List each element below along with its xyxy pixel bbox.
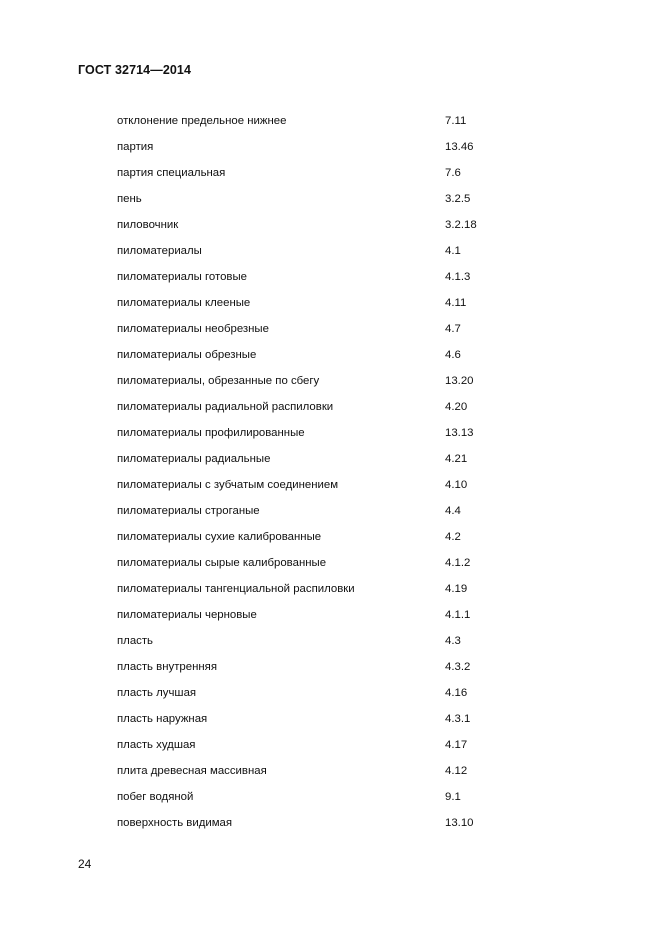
index-entry <box>0 296 661 322</box>
index-entry <box>0 348 661 374</box>
index-reference: 4.4 <box>445 505 461 517</box>
index-reference: 4.21 <box>445 453 468 465</box>
index-term: пласть <box>117 635 153 647</box>
index-term: пень <box>117 193 142 205</box>
index-reference: 4.2 <box>445 531 461 543</box>
index-entry <box>0 218 661 244</box>
index-term: пиломатериалы радиальной распиловки <box>117 401 334 413</box>
index-term: пиломатериалы сухие калиброванные <box>117 531 322 543</box>
index-reference: 4.1.1 <box>445 609 471 621</box>
index-term: пиломатериалы готовые <box>117 271 247 283</box>
index-entry <box>0 582 661 608</box>
index-reference: 4.16 <box>445 687 468 699</box>
index-term: поверхность видимая <box>117 817 233 829</box>
index-reference: 4.3.2 <box>445 661 471 673</box>
index-entry <box>0 712 661 738</box>
index-reference: 4.10 <box>445 479 468 491</box>
index-reference: 7.6 <box>445 167 461 179</box>
index-reference: 4.7 <box>445 323 461 335</box>
index-reference: 9.1 <box>445 791 461 803</box>
index-reference: 4.20 <box>445 401 468 413</box>
index-term: партия специальная <box>117 167 226 179</box>
index-reference: 13.20 <box>445 375 474 387</box>
index-entry <box>0 634 661 660</box>
index-reference: 13.10 <box>445 817 474 829</box>
index-entry <box>0 374 661 400</box>
index-term: пиломатериалы необрезные <box>117 323 269 335</box>
index-term: пиломатериалы обрезные <box>117 349 257 361</box>
index-term: пиломатериалы, обрезанные по сбегу <box>117 375 320 387</box>
index-entry <box>0 400 661 426</box>
index-reference: 13.46 <box>445 141 474 153</box>
index-reference: 4.17 <box>445 739 468 751</box>
index-reference: 3.2.18 <box>445 219 477 231</box>
index-entry <box>0 660 661 686</box>
index-term: пласть лучшая <box>117 687 197 699</box>
index-reference: 4.3 <box>445 635 461 647</box>
document-header: ГОСТ 32714—2014 <box>78 63 192 77</box>
index-entry <box>0 816 661 842</box>
index-term: побег водяной <box>117 791 194 803</box>
index-entry <box>0 478 661 504</box>
index-term: отклонение предельное нижнее <box>117 115 287 127</box>
index-term: пиломатериалы тангенциальной распиловки <box>117 583 355 595</box>
index-entry <box>0 686 661 712</box>
index-entry <box>0 738 661 764</box>
index-reference: 4.1 <box>445 245 461 257</box>
index-term: пласть наружная <box>117 713 208 725</box>
index-reference: 4.12 <box>445 765 468 777</box>
index-reference: 4.1.2 <box>445 557 471 569</box>
index-entry <box>0 244 661 270</box>
index-entry <box>0 556 661 582</box>
index-entry <box>0 790 661 816</box>
index-entry <box>0 140 661 166</box>
index-reference: 13.13 <box>445 427 474 439</box>
index-reference: 4.1.3 <box>445 271 471 283</box>
index-entry <box>0 426 661 452</box>
index-term: пиломатериалы с зубчатым соединением <box>117 479 339 491</box>
index-term: пиломатериалы строганые <box>117 505 260 517</box>
index-entry <box>0 608 661 634</box>
index-term: пиломатериалы профилированные <box>117 427 305 439</box>
index-entry <box>0 114 661 140</box>
index-entry <box>0 166 661 192</box>
index-term: пиломатериалы клееные <box>117 297 251 309</box>
index-entry <box>0 504 661 530</box>
index-term: партия <box>117 141 154 153</box>
index-reference: 4.3.1 <box>445 713 471 725</box>
term-index-list <box>0 114 661 842</box>
index-term: пиловочник <box>117 219 179 231</box>
index-entry <box>0 452 661 478</box>
index-term: пиломатериалы сырые калиброванные <box>117 557 327 569</box>
index-entry <box>0 270 661 296</box>
index-term: пласть внутренняя <box>117 661 218 673</box>
page-number: 24 <box>78 857 92 871</box>
index-reference: 4.11 <box>445 297 467 309</box>
index-term: пиломатериалы черновые <box>117 609 257 621</box>
index-entry <box>0 322 661 348</box>
index-entry <box>0 764 661 790</box>
index-entry <box>0 530 661 556</box>
index-reference: 4.19 <box>445 583 468 595</box>
index-term: пласть худшая <box>117 739 196 751</box>
index-term: плита древесная массивная <box>117 765 267 777</box>
index-reference: 4.6 <box>445 349 461 361</box>
index-reference: 7.11 <box>445 115 467 127</box>
index-reference: 3.2.5 <box>445 193 471 205</box>
index-term: пиломатериалы радиальные <box>117 453 271 465</box>
index-entry <box>0 192 661 218</box>
index-term: пиломатериалы <box>117 245 202 257</box>
